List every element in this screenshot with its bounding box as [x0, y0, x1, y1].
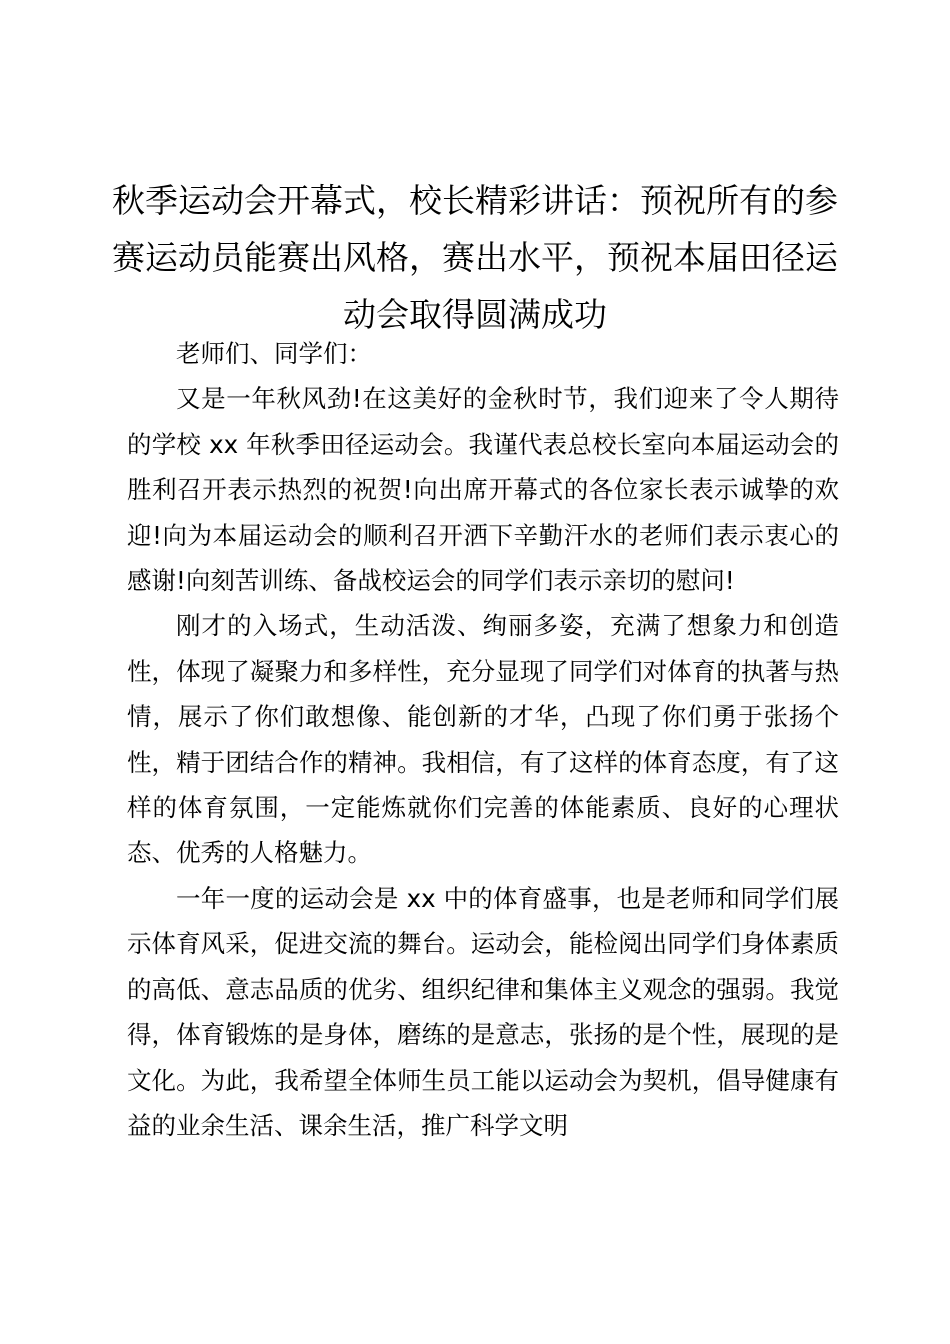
document-body: [127, 331, 839, 1148]
paragraph-1: 又是一年秋风劲!在这美好的金秋时节，我们迎来了令人期待的学校 xx 年秋季田径运动会。我谨代表总校长室向本届运动会的胜利召开表示热烈的祝贺!向出席开幕式的各位家长表示诚挚的欢迎!向为本届运动会的顺利召开洒下辛勤汗水的老师们表示衷心的感谢!向刻苦训练、备战校运会的同学们表示亲切的慰问!: [127, 384, 839, 596]
salutation: 老师们、同学们：: [176, 339, 372, 368]
paragraph-2: 刚才的入场式，生动活泼、绚丽多姿，充满了想象力和创造性，体现了凝聚力和多样性，充分显现了同学们对体育的执著与热情，展示了你们敢想像、能创新的才华，凸现了你们勇于张扬个性，精于团结合作的精神。我相信，有了这样的体育态度，有了这样的体育氛围，一定能炼就你们完善的体能素质、良好的心理状态、优秀的人格魅力。: [127, 611, 839, 868]
document-title: 秋季运动会开幕式，校长精彩讲话：预祝所有的参赛运动员能赛出风格，赛出水平，预祝本届田径运动会取得圆满成功: [112, 181, 838, 334]
paragraph-3: 一年一度的运动会是 xx 中的体育盛事，也是老师和同学们展示体育风采，促进交流的舞台。运动会，能检阅出同学们身体素质的高低、意志品质的优劣、组织纪律和集体主义观念的强弱。我觉得，体育锻炼的是身体，磨练的是意志，张扬的是个性，展现的是文化。为此，我希望全体师生员工能以运动会为契机，倡导健康有益的业余生活、课余生活，推广科学文明: [127, 883, 839, 1140]
